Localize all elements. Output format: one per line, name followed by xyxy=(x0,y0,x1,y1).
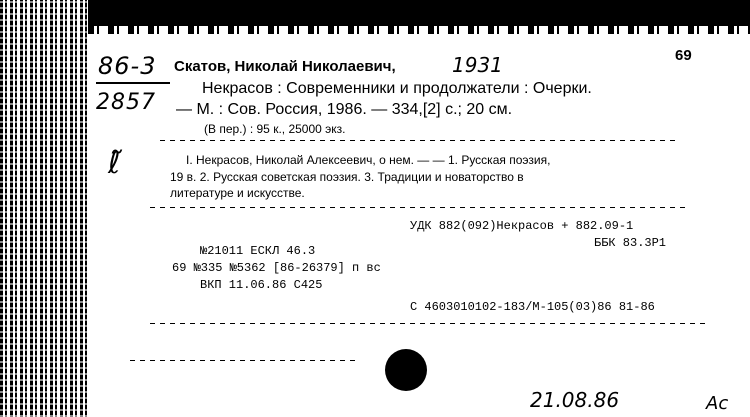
shelf-mark-top: 86-3 xyxy=(98,52,157,80)
binding-price-line: (В пер.) : 95 к., 25000 экз. xyxy=(204,122,346,136)
card-punch-hole xyxy=(385,349,427,391)
shelf-mark-bottom: 2857 xyxy=(96,90,156,115)
author-heading: Скатов, Николай Николаевич, xyxy=(174,58,396,75)
code-line: С 4603010102-183/М-105(03)86 81-86 xyxy=(410,300,655,314)
handwritten-mark: ℓ̃ xyxy=(108,146,121,181)
scan-noise-line xyxy=(160,140,680,141)
author-year-handwritten: 1931 xyxy=(452,53,503,77)
registration-line-2: 69 №335 №5362 [86-26379] п вс xyxy=(172,261,381,275)
scanned-top-border-noise xyxy=(88,26,750,34)
bbk-code: ББК 83.3Р1 xyxy=(594,236,667,250)
scan-noise-line xyxy=(150,207,690,208)
registration-line-1: №21011 ЕСКЛ 46.3 xyxy=(200,244,316,258)
shelf-mark-underline xyxy=(96,82,170,84)
subjects-line-1: I. Некрасов, Николай Алексеевич, о нем. — — 1. Русская поэзия, xyxy=(186,153,551,167)
subjects-line-2: 19 в. 2. Русская советская поэзия. 3. Традиции и новаторство в xyxy=(170,170,524,184)
udk-code: УДК 882(092)Некрасов + 882.09-1 xyxy=(410,219,634,233)
scan-noise-line xyxy=(150,323,710,324)
title-line-1: Некрасов : Современники и продолжатели : Очерки. xyxy=(202,80,592,97)
scan-noise-line xyxy=(130,360,360,361)
handwritten-corner-mark: Ac xyxy=(706,393,729,414)
scanned-card-edge-texture xyxy=(0,0,88,417)
title-line-2: — М. : Сов. Россия, 1986. — 334,[2] с.; 20 см. xyxy=(176,101,513,118)
subjects-line-3: литературе и искусстве. xyxy=(170,186,305,200)
registration-line-3: ВКП 11.06.86 С425 xyxy=(200,278,323,292)
handwritten-date: 21.08.86 xyxy=(530,388,620,412)
page-number: 69 xyxy=(675,47,692,64)
